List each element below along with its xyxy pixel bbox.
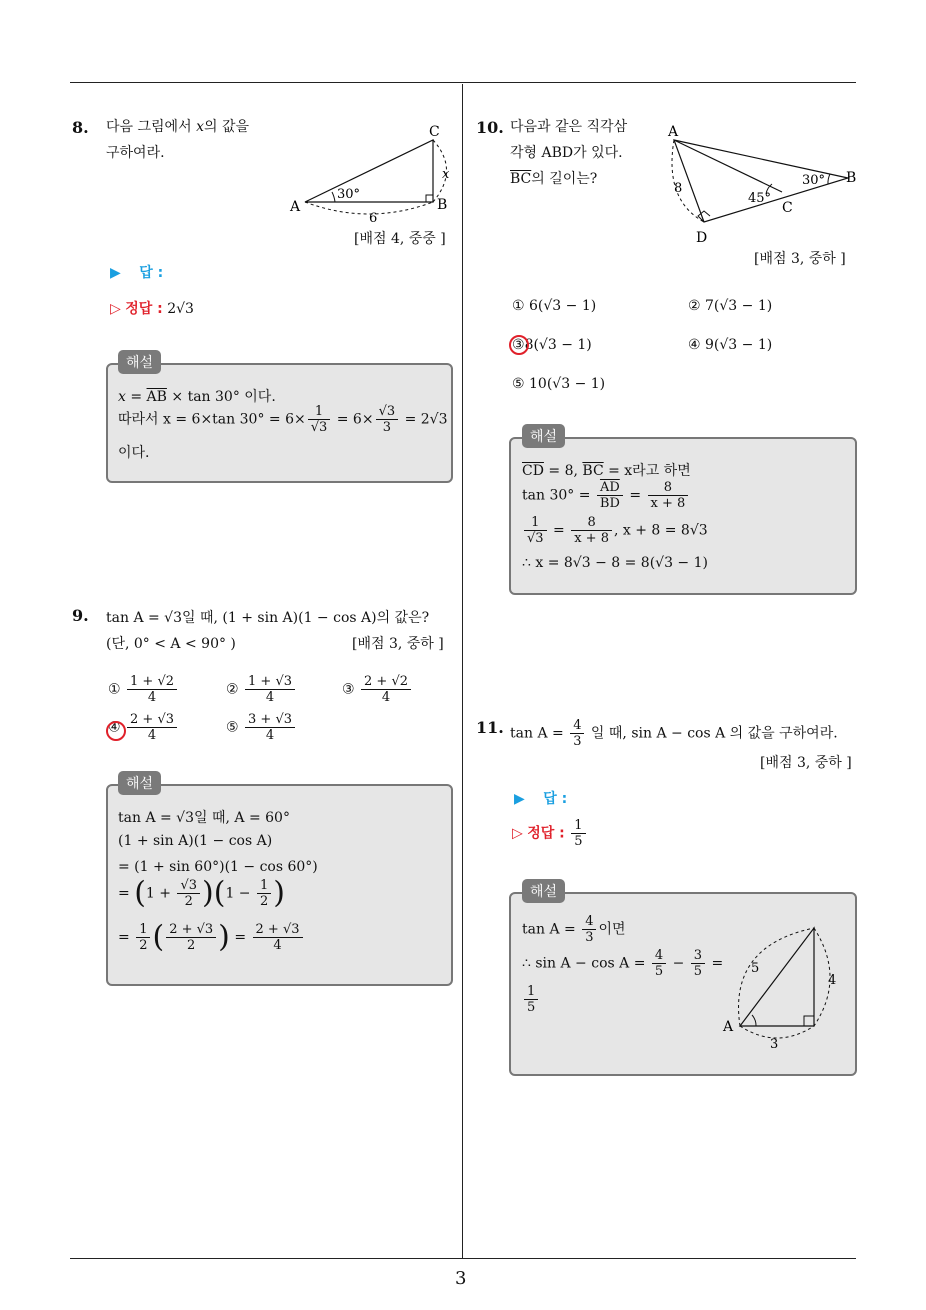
- q11-explain-line2: [522, 948, 723, 979]
- q8-score: [배점 4, 중중 ]: [354, 231, 446, 247]
- page-number: 3: [455, 1268, 467, 1289]
- q10-option-5[interactable]: [512, 376, 605, 392]
- q10-question: [510, 114, 627, 192]
- q8-correct-label: 정답 :: [125, 301, 163, 317]
- q9-opt2-den: 4: [265, 690, 275, 705]
- q9-score: [배점 3, 중하 ]: [352, 636, 444, 652]
- q10-text-2: 각형 ABD가 있다.: [510, 145, 623, 161]
- q8-correct-value: 2√3: [167, 301, 194, 317]
- q10-ex-l3-num: 1: [524, 515, 547, 531]
- q10-ex-l1b: = 8,: [543, 463, 583, 479]
- q8-ex-den2: 3: [382, 420, 391, 435]
- q11-ex-l1-den: 3: [585, 930, 594, 945]
- q10-fig-angle30: 30°: [802, 173, 826, 188]
- q8-ex-num1: 1: [308, 404, 331, 420]
- outline-play-icon: ▷: [512, 825, 523, 842]
- q11-answer-row: [514, 788, 567, 808]
- q10-opt2-mark: ②: [688, 298, 701, 314]
- q8-ex-l1c: × tan 30° 이다.: [166, 389, 276, 405]
- q10-fig-B: B: [846, 170, 857, 186]
- q10-answer-circle-icon: [509, 335, 529, 355]
- q8-fig-base: 6: [369, 211, 378, 226]
- q10-triangle-figure: [660, 122, 865, 247]
- q9-ex-l5-den3: 4: [273, 938, 282, 953]
- q9-opt3-mark: ③: [342, 681, 355, 698]
- q11-correct-num: 1: [571, 818, 585, 834]
- q10-ex-l3-den: √3: [527, 531, 544, 546]
- q11-fig-vert: 4: [828, 973, 837, 988]
- q11-ex-l2c: =: [707, 955, 724, 972]
- q11-ex-l3-den: 5: [527, 1000, 536, 1015]
- q10-score: [배점 3, 중하 ]: [754, 251, 846, 267]
- q8-fig-C: C: [429, 124, 440, 140]
- q10-explain-line3: [522, 515, 708, 546]
- q9-opt4-mark: ④: [108, 719, 121, 736]
- q11-text-den: 3: [573, 734, 582, 749]
- q10-opt1-mark: ①: [512, 298, 525, 314]
- q11-fig-base: 3: [770, 1037, 779, 1052]
- q10-ex-l2-num: $\overline{AD}$: [597, 480, 623, 496]
- q9-opt5-num: 3 + √3: [245, 712, 295, 728]
- q9-ex-l4-num: √3: [177, 878, 200, 894]
- q9-answer-circle-icon: [106, 721, 126, 741]
- q11-ex-l3-num: 1: [524, 984, 538, 1000]
- q9-ex-l4a: =: [118, 885, 135, 902]
- q10-opt4-text: 9(√3 − 1): [705, 337, 773, 353]
- q10-ex-l1d: = x라고 하면: [603, 463, 691, 479]
- q9-option-2[interactable]: [226, 674, 297, 705]
- play-icon: ▶: [514, 791, 525, 807]
- q10-ex-l2-num2: 8: [648, 480, 689, 496]
- q11-ex-l2b: −: [668, 955, 689, 972]
- q9-ex-l4-den2: 2: [260, 894, 269, 909]
- play-icon: ▶: [110, 265, 121, 281]
- q10-opt3-mark: ③: [512, 337, 525, 353]
- q9-ex-l5-num2: 2 + √3: [166, 922, 216, 938]
- q9-opt5-mark: ⑤: [226, 719, 239, 736]
- top-rule: [70, 82, 856, 83]
- q9-ex-l5-den: 2: [139, 938, 148, 953]
- q11-fig-A: A: [723, 1019, 734, 1035]
- q9-explain-line1: tan A = √3일 때, A = 60°: [118, 810, 290, 826]
- q10-opt3-text: 8(√3 − 1): [524, 337, 592, 353]
- q11-ex-l2-den: 5: [654, 964, 664, 979]
- q9-opt4-num: 2 + √3: [127, 712, 177, 728]
- q9-number: 9.: [72, 606, 89, 625]
- q8-explain-line3: 이다.: [118, 445, 150, 461]
- q11-ex-l2-num: 4: [652, 948, 666, 964]
- q9-opt5-den: 4: [265, 728, 275, 743]
- q11-correct-label: 정답 :: [527, 825, 565, 842]
- q10-fig-D: D: [696, 230, 708, 246]
- q10-fig-angle45: 45°: [748, 191, 772, 206]
- q8-number: 8.: [72, 118, 89, 137]
- q8-text-var: x: [196, 119, 204, 135]
- q9-opt3-num: 2 + √2: [361, 674, 411, 690]
- q8-text-2: 구하여라.: [106, 145, 165, 161]
- q8-answer-row: [110, 262, 163, 282]
- q10-option-1[interactable]: [512, 298, 596, 314]
- q10-text-3b: 의 길이는?: [531, 171, 598, 187]
- q10-fig-A: A: [668, 124, 679, 140]
- q10-fig-C: C: [782, 200, 793, 216]
- q10-opt5-text: 10(√3 − 1): [529, 376, 606, 392]
- q10-explain-line1: [522, 460, 691, 480]
- q11-correct-row: [512, 818, 588, 849]
- q10-text-1: 다음과 같은 직각삼: [510, 119, 628, 135]
- q10-ex-l3-den2: x + 8: [574, 531, 609, 546]
- q8-ex-l1b: $\overline{AB}$: [146, 389, 167, 405]
- q8-fig-side: x: [442, 167, 450, 182]
- q10-ex-l3a: =: [548, 522, 570, 539]
- q10-ex-l2a: tan 30° =: [522, 487, 595, 504]
- q9-opt3-den: 4: [381, 690, 391, 705]
- q11-score: [배점 3, 중하 ]: [760, 755, 852, 771]
- q10-ex-l1c: $\overline{BC}$: [582, 463, 604, 479]
- q11-explain-tag: 해설: [522, 879, 565, 903]
- q10-explain-tag: 해설: [522, 424, 565, 448]
- q9-option-5[interactable]: [226, 712, 297, 743]
- q8-ex-num2: √3: [376, 404, 399, 420]
- q10-explain-line4: ∴ x = 8√3 − 8 = 8(√3 − 1): [522, 555, 708, 571]
- q11-ex-l1b: 이면: [598, 921, 626, 938]
- q10-ex-l3b: , x + 8 = 8√3: [613, 522, 708, 539]
- q11-question: [510, 718, 838, 749]
- q8-ex-l2b: = 6×: [332, 411, 374, 428]
- q9-explain-line3: = (1 + sin 60°)(1 − cos 60°): [118, 859, 318, 875]
- q11-ex-l2-num2: 3: [691, 948, 705, 964]
- q9-option-1[interactable]: [108, 674, 179, 705]
- q9-ex-l4-den: 2: [184, 894, 193, 909]
- q8-ex-den1: √3: [310, 420, 328, 435]
- q9-explain-line4: = (1 + $\frac{√3}{2}$ )(1 − $\frac{1}{2}$ ): [118, 875, 285, 911]
- q10-opt2-text: 7(√3 − 1): [705, 298, 773, 314]
- q11-explain-line1: [522, 914, 626, 945]
- q11-ex-l2a: ∴ sin A − cos A =: [522, 955, 650, 972]
- q11-ex-l1-num: 4: [582, 914, 596, 930]
- q9-opt1-num: 1 + √2: [127, 674, 177, 690]
- q11-text-b: 일 때, sin A − cos A 의 값을 구하여라.: [586, 725, 838, 742]
- q9-ex-l4b: 1 +: [145, 885, 176, 902]
- q10-ex-l2-den: BD: [599, 496, 620, 511]
- q9-opt4-den: 4: [147, 728, 157, 743]
- q9-ex-l5a: =: [118, 929, 135, 946]
- q8-text-1b: 의 값을: [203, 119, 249, 135]
- q8-fig-A: A: [290, 199, 301, 215]
- q9-ex-l5-den2: 2: [187, 938, 196, 953]
- q10-number: 10.: [476, 118, 504, 137]
- q9-opt2-mark: ②: [226, 681, 239, 698]
- q10-explain-line2: [522, 480, 690, 511]
- bottom-rule: [70, 1258, 856, 1259]
- q10-ex-l2-den2: x + 8: [650, 496, 686, 511]
- q10-option-2[interactable]: [688, 298, 772, 314]
- q10-ex-l2b: =: [624, 487, 646, 504]
- q9-question-line2: (단, 0° < A < 90° ): [106, 636, 236, 652]
- q11-ex-l1a: tan A =: [522, 921, 581, 938]
- q9-opt1-den: 4: [147, 690, 157, 705]
- q9-explain-line5: = $\frac{1}{2}$ ( $\frac{2 + √3}{2}$ ) = $\frac{2 + √3}{4}$: [118, 922, 305, 953]
- q10-ex-l1a: $\overline{CD}$: [522, 463, 544, 479]
- q10-ex-l3-num2: 8: [571, 515, 612, 531]
- q8-text-1: 다음 그림에서: [106, 119, 192, 135]
- column-divider: [462, 84, 463, 1258]
- q11-answer-label: 답 :: [543, 791, 568, 807]
- q10-fig-side: 8: [674, 181, 683, 196]
- q10-opt1-text: 6(√3 − 1): [529, 298, 597, 314]
- q8-ex-l2c: = 2√3: [400, 411, 448, 428]
- q8-fig-angle: 30°: [337, 187, 361, 202]
- q11-ex-l2-den2: 5: [693, 964, 703, 979]
- q11-fig-hyp: 5: [751, 961, 760, 976]
- q11-correct-den: 5: [574, 834, 583, 849]
- q9-explain-tag: 해설: [118, 771, 161, 795]
- q8-fig-B: B: [437, 197, 448, 213]
- q8-explain-line2: [118, 404, 448, 435]
- q8-ex-l2a: 따라서 x = 6×tan 30° = 6×: [118, 411, 306, 428]
- q9-ex-l5-num: 1: [136, 922, 150, 938]
- q11-number: 11.: [476, 718, 504, 737]
- q9-opt2-num: 1 + √3: [245, 674, 295, 690]
- outline-play-icon: ▷: [110, 301, 121, 317]
- q9-ex-l5b: =: [229, 929, 251, 946]
- q8-correct-row: [110, 298, 194, 318]
- q10-opt5-mark: ⑤: [512, 376, 525, 392]
- q9-opt1-mark: ①: [108, 681, 121, 698]
- q8-question: [106, 114, 249, 166]
- q9-ex-l4c: 1 −: [225, 885, 255, 902]
- q11-text-a: tan A =: [510, 725, 569, 742]
- q10-text-3a: $\overline{BC}$: [510, 171, 532, 187]
- q8-triangle-figure: [285, 120, 460, 230]
- q9-explain-line2: (1 + sin A)(1 − cos A): [118, 833, 273, 849]
- q11-triangle-figure: [718, 918, 848, 1053]
- q9-option-3[interactable]: [342, 674, 413, 705]
- q11-text-num: 4: [570, 718, 584, 734]
- q9-question-line1: tan A = √3일 때, (1 + sin A)(1 − cos A)의 값은?: [106, 610, 430, 626]
- q9-ex-l4-num2: 1: [257, 878, 271, 894]
- q10-opt4-mark: ④: [688, 337, 701, 353]
- q11-explain-line3: [522, 984, 540, 1015]
- q9-ex-l5-num3: 2 + √3: [253, 922, 303, 938]
- q8-explain-line1: [118, 386, 276, 406]
- q8-answer-label: 답 :: [139, 265, 164, 281]
- q8-ex-l1a: x =: [118, 389, 147, 405]
- q10-option-4[interactable]: [688, 337, 772, 353]
- q8-explain-tag: 해설: [118, 350, 161, 374]
